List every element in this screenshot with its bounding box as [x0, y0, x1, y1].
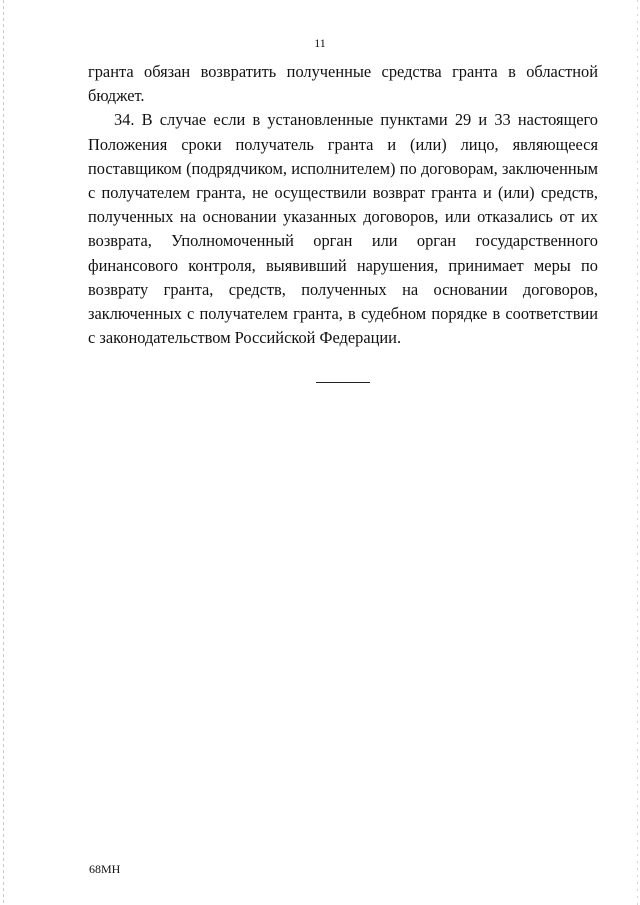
body-text: [88, 60, 598, 350]
scan-edge-left: [3, 0, 4, 905]
text-line: 34. В случае если в установленные пунктами 29 и 33 настоящего: [114, 110, 598, 130]
page-number: 11: [314, 36, 326, 50]
text-line: полученных на основании указанных договоров, или отказались от их: [88, 207, 598, 227]
text-line: с получателем гранта, не осуществили возврат гранта и (или) средств,: [88, 183, 598, 203]
text-line: Положения сроки получатель гранта и (или) лицо, являющееся: [88, 134, 598, 154]
scan-edge-right: [637, 0, 638, 905]
document-code: 68МН: [89, 862, 121, 876]
text-line: финансового контроля, выявивший нарушения, принимает меры по: [88, 255, 598, 275]
text-line: законодательством Российской Федерации.: [99, 328, 402, 348]
text-line: возврата, Уполномоченный орган или орган государственного: [88, 231, 598, 251]
text-line: бюджет.: [88, 86, 145, 106]
text-line: поставщиком (подрядчиком, исполнителем) по договорам, заключенным: [88, 158, 598, 178]
text-line: заключенных с получателем гранта, в судебном порядке в соответствии с: [88, 304, 598, 348]
paragraph-34: [88, 108, 598, 350]
end-separator-line: [316, 382, 370, 383]
text-line: возврату гранта, средств, полученных на основании договоров,: [88, 279, 598, 299]
paragraph-continuation: [88, 60, 598, 108]
text-line: гранта обязан возвратить полученные средства гранта в областной: [88, 62, 598, 81]
